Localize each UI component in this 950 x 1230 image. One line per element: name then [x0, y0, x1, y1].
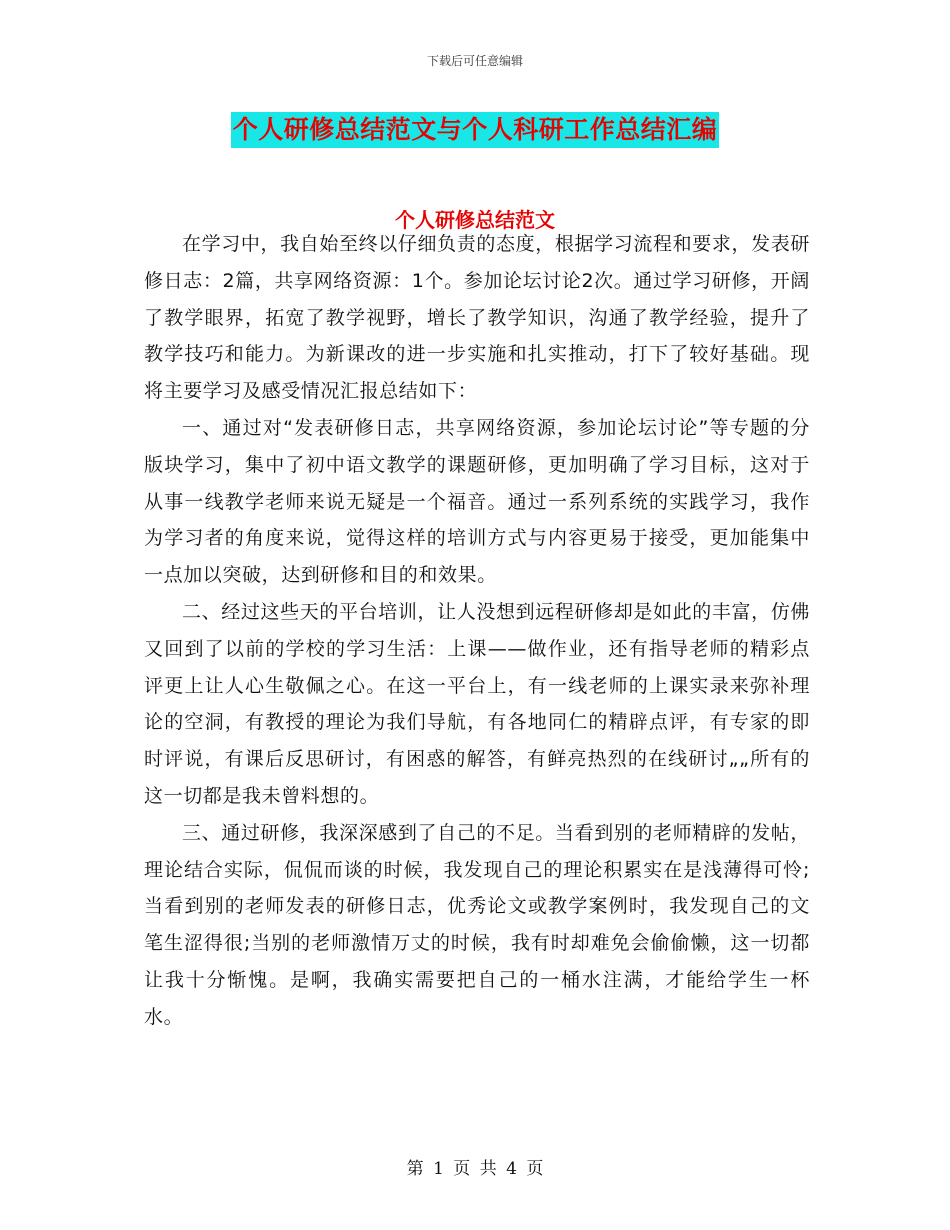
paragraph-point-2: 二、经过这些天的平台培训，让人没想到远程研修却是如此的丰富，仿佛又回到了以前的学校的学习生活：上课——做作业，还有指导老师的精彩点评更上让人心生敬佩之心。在这一平台上，有一线老师的上课实录来弥补理论的空洞，有教授的理论为我们导航，有各地同仁的精辟点评，有专家的即时评说，有课后反思研讨，有困惑的解答，有鲜亮热烈的在线研讨„„所有的这一切都是我未曾料想的。: [144, 600, 810, 807]
main-title: 个人研修总结范文与个人科研工作总结汇编: [231, 112, 720, 148]
header-note: 下载后可任意编辑: [426, 54, 523, 68]
paragraph-point-3: 三、通过研修，我深深感到了自己的不足。当看到别的老师精辟的发帖，理论结合实际，侃侃而谈的时候，我发现自己的理论积累实在是浅薄得可怜;当看到别的老师发表的研修日志，优秀论文或教学案例时，我发现自己的文笔生涩得很;当别的老师激情万丈的时候，我有时却难免会偷偷懒，这一切都让我十分惭愧。是啊，我确实需要把自己的一桶水注满，才能给学生一杯水。: [144, 821, 810, 1028]
body-text: [144, 226, 810, 1036]
section-title: 个人研修总结范文: [395, 208, 555, 232]
paragraph-point-1: 一、通过对“发表研修日志，共享网络资源，参加论坛讨论”等专题的分版块学习，集中了初中语文教学的课题研修，更加明确了学习目标，这对于从事一线教学老师来说无疑是一个福音。通过一系列系统的实践学习，我作为学习者的角度来说，觉得这样的培训方式与内容更易于接受，更加能集中一点加以突破，达到研修和目的和效果。: [144, 416, 810, 587]
paragraph-intro: 在学习中，我自始至终以仔细负责的态度，根据学习流程和要求，发表研修日志：2篇，共享网络资源：1个。参加论坛讨论2次。通过学习研修，开阔了教学眼界，拓宽了教学视野，增长了教学知识，沟通了教学经验，提升了教学技巧和能力。为新课改的进一步实施和扎实推动，打下了较好基础。现将主要学习及感受情况汇报总结如下：: [144, 233, 810, 403]
main-title-container: [0, 112, 950, 148]
page-number-footer: 第 1 页 共 4 页: [406, 1159, 544, 1179]
